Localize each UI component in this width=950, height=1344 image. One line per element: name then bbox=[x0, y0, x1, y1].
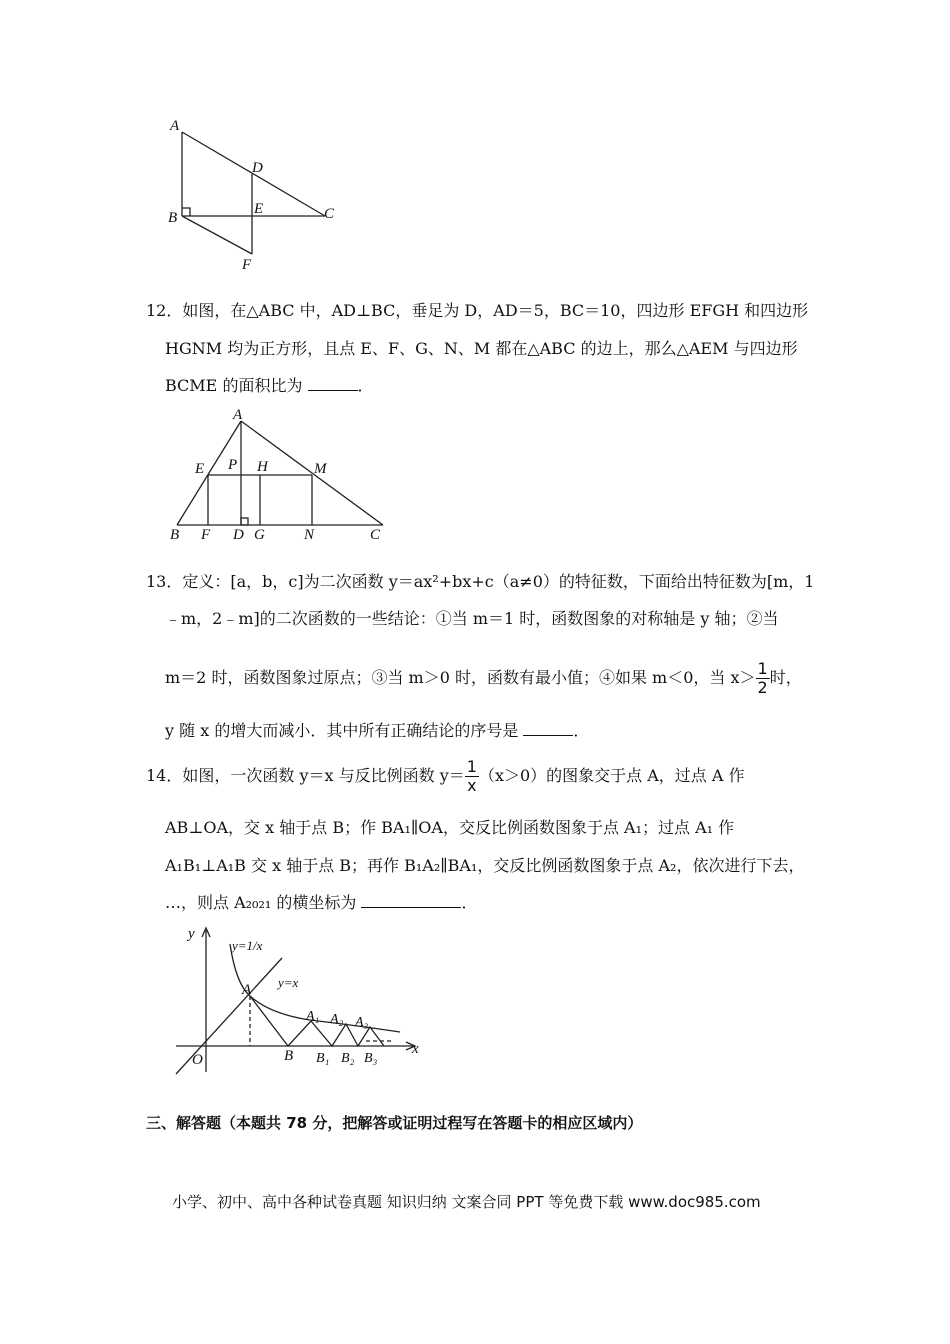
q13-text-3a: m＝2 时，函数图象过原点；③当 m＞0 时，函数有最小值；④如果 m＜0，当 x＞ bbox=[165, 668, 756, 687]
label-m: M bbox=[314, 461, 327, 477]
q13-text-4: y 随 x 的增大而减小．其中所有正确结论的序号是 bbox=[165, 721, 519, 740]
label-d: D bbox=[252, 160, 263, 176]
q13-end: ． bbox=[573, 721, 590, 740]
q14-text-2: AB⊥OA，交 x 轴于点 B；作 BA₁∥OA，交反比例函数图象于点 A₁；过点 A₁ 作 bbox=[165, 818, 735, 837]
label-a2: A₂ bbox=[330, 1012, 344, 1027]
q13-line-2 bbox=[165, 609, 779, 629]
q14-number: 14． bbox=[146, 766, 183, 785]
label-e: E bbox=[195, 461, 205, 477]
label-b1: B₁ bbox=[316, 1051, 330, 1066]
q14-text-3: A₁B₁⊥A₁B 交 x 轴于点 B；再作 B₁A₂∥BA₁，交反比例函数图象于点 A₂，依次进行下去， bbox=[165, 856, 805, 875]
q14-line-2 bbox=[165, 818, 734, 838]
q12-text-3: BCME 的面积比为 bbox=[165, 376, 303, 395]
q12-end: ． bbox=[357, 376, 374, 395]
section-3-title: 三、解答题（本题共 78 分，把解答或证明过程写在答题卡的相应区域内） bbox=[146, 1114, 643, 1132]
q12-text-2: HGNM 均为正方形，且点 E、F、G、N、M 都在△ABC 的边上，那么△AEM 与四边形 bbox=[165, 339, 798, 358]
q14-end: ． bbox=[461, 893, 478, 912]
q14-fraction bbox=[465, 758, 479, 795]
label-curve: y=1/x bbox=[232, 938, 263, 953]
page-footer bbox=[172, 1192, 761, 1212]
label-a: A bbox=[170, 118, 180, 134]
label-line: y=x bbox=[278, 975, 299, 990]
q13-fraction-num: 1 bbox=[757, 659, 768, 678]
right-angle-mark bbox=[241, 518, 248, 525]
label-a1: A₁ bbox=[306, 1009, 320, 1024]
section-3-heading bbox=[146, 1113, 642, 1133]
q12-text-1: 如图，在△ABC 中，AD⊥BC，垂足为 D，AD＝5，BC＝10，四边形 EFGH 和四边形 bbox=[182, 301, 809, 320]
q13-line-1 bbox=[146, 572, 814, 592]
q14-line-4 bbox=[165, 893, 478, 913]
q13-text-2: ﹣m，2﹣m]的二次函数的一些结论：①当 m＝1 时，函数图象的对称轴是 y 轴；②当 bbox=[165, 609, 779, 628]
q14-line-1 bbox=[146, 756, 745, 796]
footer-text: 小学、初中、高中各种试卷真题 知识归纳 文案合同 PPT 等免费下载 www.doc985.com bbox=[172, 1193, 761, 1211]
q14-text-1b: （x＞0）的图象交于点 A，过点 A 作 bbox=[478, 766, 745, 785]
axis-label-x: x bbox=[412, 1041, 419, 1057]
label-b: B bbox=[168, 210, 178, 226]
q13-text-3b: 时， bbox=[769, 668, 802, 687]
q14-text-4: …，则点 A₂₀₂₁ 的横坐标为 bbox=[165, 893, 357, 912]
q13-line-3 bbox=[165, 658, 802, 698]
q12-answer-blank[interactable] bbox=[308, 376, 358, 391]
q14-line-3 bbox=[165, 856, 804, 876]
label-n: N bbox=[304, 527, 315, 543]
q14-fraction-num: 1 bbox=[466, 757, 477, 776]
q13-fraction bbox=[756, 660, 770, 697]
label-g: G bbox=[254, 527, 265, 543]
q13-fraction-den: 2 bbox=[757, 678, 768, 697]
segment-ab bbox=[177, 421, 241, 525]
label-b3: B₃ bbox=[364, 1051, 378, 1066]
axis-label-y: y bbox=[188, 926, 195, 942]
right-angle-mark bbox=[182, 208, 190, 216]
label-c: C bbox=[324, 206, 335, 222]
label-origin: O bbox=[192, 1052, 203, 1068]
label-a: A bbox=[233, 407, 243, 423]
q14-fraction-den: x bbox=[467, 776, 477, 795]
q13-text-1: 定义：[a，b，c]为二次函数 y＝ax²+bx+c（a≠0）的特征数，下面给出特征数为[m，1 bbox=[182, 572, 815, 591]
q11-figure bbox=[160, 112, 350, 277]
label-f: F bbox=[242, 257, 252, 273]
label-p: P bbox=[228, 457, 238, 473]
q12-figure bbox=[165, 405, 390, 545]
label-c: C bbox=[370, 527, 381, 543]
label-d: D bbox=[233, 527, 244, 543]
label-b: B bbox=[284, 1048, 294, 1064]
q12-number: 12． bbox=[146, 301, 183, 320]
label-b: B bbox=[170, 527, 180, 543]
q12-line-3 bbox=[165, 376, 374, 396]
label-e: E bbox=[254, 201, 264, 217]
q14-figure bbox=[170, 922, 435, 1077]
segment-bf bbox=[182, 216, 252, 254]
q14-text-1a: 如图，一次函数 y＝x 与反比例函数 y＝ bbox=[182, 766, 465, 785]
q13-number: 13． bbox=[146, 572, 183, 591]
q13-line-4 bbox=[165, 721, 589, 741]
label-b2: B₂ bbox=[341, 1051, 355, 1066]
label-a: A bbox=[242, 982, 252, 998]
label-h: H bbox=[257, 459, 268, 475]
q12-line-1 bbox=[146, 301, 808, 321]
q14-answer-blank[interactable] bbox=[361, 893, 461, 908]
q12-line-2 bbox=[165, 339, 798, 359]
label-a3: A₃ bbox=[355, 1015, 369, 1030]
label-f: F bbox=[201, 527, 211, 543]
q13-answer-blank[interactable] bbox=[523, 721, 573, 736]
